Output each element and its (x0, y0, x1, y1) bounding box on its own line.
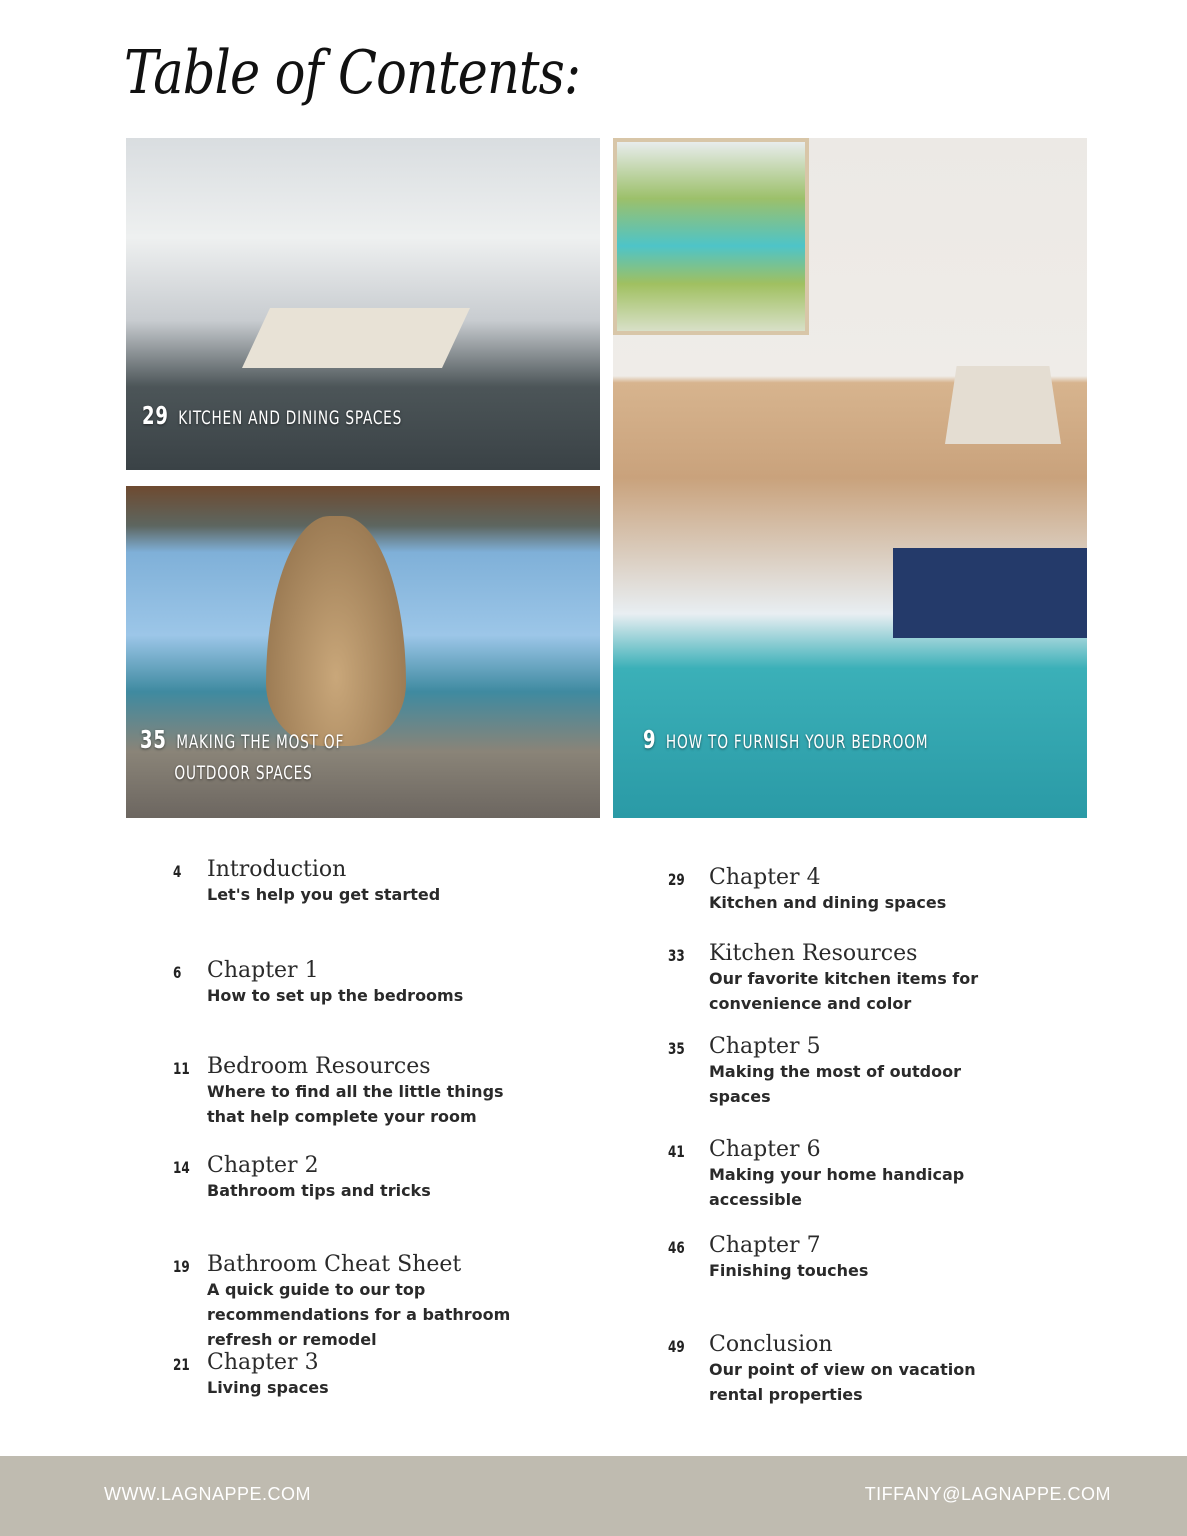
entry-subtitle: that help complete your room (207, 1107, 477, 1126)
entry-subtitle: Making your home handicap (709, 1165, 965, 1184)
nightstand-shape (893, 548, 1087, 638)
caption-page-number: 9 (643, 725, 657, 754)
entry-page-number: 11 (173, 1059, 190, 1078)
entry-title: Conclusion (709, 1332, 833, 1357)
caption-page-number: 35 (140, 725, 167, 754)
toc-entry[interactable] (668, 1233, 1069, 1283)
lamp-shape (945, 366, 1061, 444)
hanging-chair-shape (266, 516, 406, 746)
caption-text: KITCHEN AND DINING SPACES (178, 407, 403, 429)
kitchen-island-shape (242, 308, 470, 368)
toc-entry[interactable] (668, 865, 1069, 915)
entry-title: Bathroom Cheat Sheet (207, 1252, 462, 1277)
entry-subtitle: Bathroom tips and tricks (207, 1181, 431, 1200)
bedroom-photo[interactable] (613, 138, 1087, 818)
entry-subtitle: Where to find all the little things (207, 1082, 504, 1101)
wall-art-shape (613, 138, 809, 335)
entry-subtitle: Living spaces (207, 1378, 329, 1397)
kitchen-caption (142, 400, 402, 434)
entry-page-number: 41 (668, 1142, 685, 1161)
entry-subtitle: How to set up the bedrooms (207, 986, 464, 1005)
toc-entry[interactable] (173, 1350, 567, 1400)
toc-entry[interactable] (173, 1252, 567, 1352)
entry-subtitle: Making the most of outdoor (709, 1062, 962, 1081)
caption-text: HOW TO FURNISH YOUR BEDROOM (665, 731, 929, 753)
entry-page-number: 14 (173, 1158, 190, 1177)
caption-page-number: 29 (142, 401, 169, 430)
outdoor-photo[interactable] (126, 486, 600, 818)
entry-page-number: 6 (173, 963, 182, 982)
entry-subtitle: refresh or remodel (207, 1330, 377, 1349)
toc-entry[interactable] (173, 857, 567, 907)
entry-subtitle: Our point of view on vacation (709, 1360, 976, 1379)
entry-title: Chapter 6 (709, 1137, 821, 1162)
entry-subtitle: A quick guide to our top (207, 1280, 426, 1299)
entry-page-number: 4 (173, 862, 182, 881)
caption-text: MAKING THE MOST OF (176, 731, 345, 753)
entry-page-number: 29 (668, 870, 685, 889)
entry-title: Kitchen Resources (709, 941, 918, 966)
toc-entry[interactable] (668, 1332, 1069, 1407)
entry-title: Chapter 3 (207, 1350, 319, 1375)
entry-page-number: 33 (668, 946, 685, 965)
entry-subtitle: Kitchen and dining spaces (709, 893, 947, 912)
website-link[interactable]: WWW.LAGNAPPE.COM (104, 1484, 312, 1504)
entry-page-number: 49 (668, 1337, 685, 1356)
entry-subtitle: Let's help you get started (207, 885, 441, 904)
outdoor-caption (140, 724, 344, 789)
entry-page-number: 19 (173, 1257, 190, 1276)
email-link[interactable]: TIFFANY@LAGNAPPE.COM (864, 1484, 1111, 1504)
entry-subtitle: accessible (709, 1190, 802, 1209)
toc-entry[interactable] (173, 958, 567, 1008)
entry-title: Chapter 1 (207, 958, 319, 983)
bedroom-caption (643, 724, 928, 758)
entry-title: Chapter 2 (207, 1153, 319, 1178)
entry-title: Bedroom Resources (207, 1054, 431, 1079)
entry-subtitle: spaces (709, 1087, 771, 1106)
kitchen-photo[interactable] (126, 138, 600, 470)
toc-entry[interactable] (668, 1137, 1069, 1212)
entry-page-number: 21 (173, 1355, 190, 1374)
toc-entry[interactable] (173, 1153, 567, 1203)
entry-title: Chapter 5 (709, 1034, 821, 1059)
page-title: Table of Contents: (124, 38, 581, 108)
entry-title: Introduction (207, 857, 347, 882)
entry-subtitle: convenience and color (709, 994, 912, 1013)
toc-entry[interactable] (173, 1054, 567, 1129)
entry-page-number: 46 (668, 1238, 685, 1257)
caption-text: OUTDOOR SPACES (174, 762, 313, 784)
footer (0, 1456, 1187, 1536)
entry-page-number: 35 (668, 1039, 685, 1058)
entry-title: Chapter 7 (709, 1233, 821, 1258)
entry-title: Chapter 4 (709, 865, 821, 890)
entry-subtitle: Our favorite kitchen items for (709, 969, 979, 988)
toc-entry[interactable] (668, 941, 1069, 1016)
entry-subtitle: recommendations for a bathroom (207, 1305, 511, 1324)
toc-entry[interactable] (668, 1034, 1069, 1109)
entry-subtitle: rental properties (709, 1385, 863, 1404)
entry-subtitle: Finishing touches (709, 1261, 869, 1280)
